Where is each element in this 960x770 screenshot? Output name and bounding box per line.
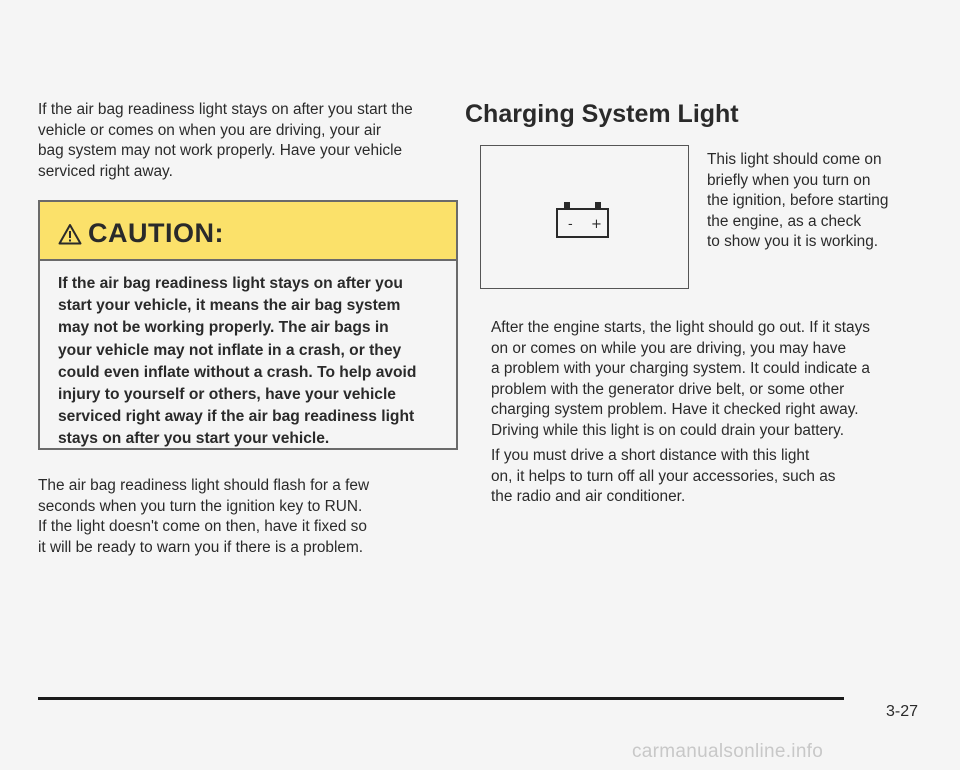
battery-minus-label: - — [568, 217, 573, 232]
caution-body: If the air bag readiness light stays on after you start your vehicle, it means the air bag system may not be working properly. The air bags in your vehicle may not inflate in a crash, or they could even inflate without a crash. To help avoid injury to yourself or others, have your vehicle serviced right away if the air bag readiness light stays on after you start your vehicle. — [58, 275, 417, 448]
charging-warning-paragraph: After the engine starts, the light should go out. If it stays on or comes on while you are driving, you may have a problem with your charging system. It could indicate a problem with the generator drive belt, or some other charging system problem. Have it checked right away. Driving while this light is on could drain your battery. — [491, 319, 870, 439]
watermark: carmanualsonline.info — [632, 741, 824, 762]
charging-intro-paragraph: This light should come on briefly when you turn on the ignition, before starting the engine, as a check to show you it is working. — [707, 151, 889, 250]
caution-title — [58, 218, 224, 252]
charging-paragraph-2 — [491, 318, 931, 441]
battery-plus-label: + — [591, 217, 602, 232]
footer-rule — [38, 697, 844, 700]
left-bottom-column — [38, 476, 460, 558]
left-column — [38, 100, 460, 182]
charging-light-illustration — [480, 145, 689, 289]
charging-intro — [707, 150, 937, 253]
charging-paragraph-3 — [491, 446, 931, 508]
airbag-closing-paragraph: The air bag readiness light should flash for a few seconds when you turn the ignition key to RUN. If the light doesn't come on then, have it fixed so it will be ready to warn you if there is a problem. — [38, 477, 370, 556]
caution-header — [40, 202, 456, 261]
battery-icon — [554, 198, 618, 245]
caution-box — [38, 200, 458, 450]
warning-triangle-icon — [58, 221, 82, 252]
page-number: 3-27 — [886, 703, 919, 720]
charging-system-heading: Charging System Light — [465, 100, 739, 128]
charging-accessories-paragraph: If you must drive a short distance with this light on, it helps to turn off all your accessories, such as the radio and air conditioner. — [491, 447, 836, 505]
caution-title-text: CAUTION: — [88, 218, 224, 248]
airbag-intro-paragraph: If the air bag readiness light stays on after you start the vehicle or comes on when you are driving, your air bag system may not work properly. Have your vehicle serviced right away. — [38, 101, 413, 180]
